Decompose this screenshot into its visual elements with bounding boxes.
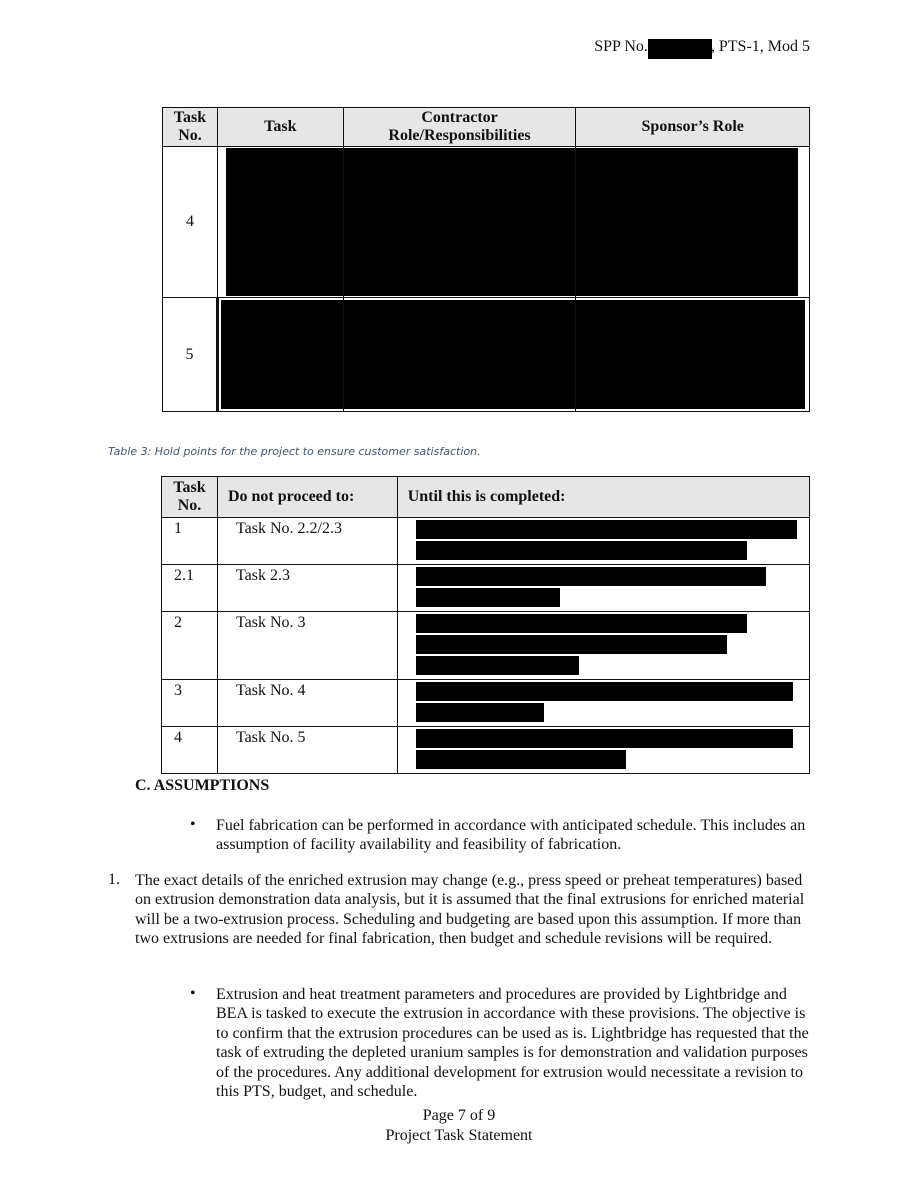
redacted-cell [343,298,576,412]
page-header [594,38,810,56]
until-completed-cell [397,565,809,612]
bullet-icon: • [190,816,196,833]
table-row [162,727,810,774]
until-completed-cell [397,680,809,727]
until-completed-cell [397,612,809,680]
assumption-numbered: The exact details of the enriched extrusion may change (e.g., press speed or preheat temperatures) based on extrusion demonstration data analysis, but it is assumed that the final extrusions for enriched material will be a two-extrusion process. Scheduling and budgeting are based upon this assumption. If more than two extrusions are needed for final fabrication, then budget and schedule revisions will be required. [135,872,805,948]
do-not-proceed-cell: Task 2.3 [217,565,397,612]
header-prefix: SPP No. [594,38,648,55]
redaction-block [416,588,560,607]
table-row [163,298,810,412]
table-row [162,518,810,565]
do-not-proceed-cell: Task No. 5 [217,727,397,774]
do-not-proceed-cell: Task No. 2.2/2.3 [217,518,397,565]
redaction-block [648,39,712,59]
assumption-bullet: Fuel fabrication can be performed in accordance with anticipated schedule. This includes an assumption of facility availability and feasibility of fabrication. [216,817,806,854]
table-caption: Table 3: Hold points for the project to ensure customer satisfaction. [108,445,481,458]
task-no-cell: 2 [162,612,218,680]
col-header-task-no: Task No. [162,477,218,518]
table-row [162,612,810,680]
redaction-block [576,300,805,409]
redacted-cell [576,147,810,298]
do-not-proceed-cell: Task No. 3 [217,612,397,680]
table-header-row [162,477,810,518]
redaction-block [416,703,544,722]
redacted-cell [217,298,343,412]
redaction-block [416,541,747,560]
task-no-cell: 2.1 [162,565,218,612]
table-row [162,680,810,727]
redacted-cell [576,298,810,412]
hold-points-table [161,476,810,774]
task-no-cell: 3 [162,680,218,727]
redaction-block [416,750,626,769]
col-header-until-completed: Until this is completed: [397,477,809,518]
col-header-do-not-proceed: Do not proceed to: [217,477,397,518]
redaction-block [416,682,794,701]
roles-table [162,107,810,412]
table-header-row [163,108,810,147]
task-no-cell: 1 [162,518,218,565]
header-suffix: , PTS-1, Mod 5 [710,38,810,55]
page-number: Page 7 of 9 [422,1107,496,1124]
table-row [162,565,810,612]
col-header-sponsor: Sponsor’s Role [576,108,810,147]
col-header-task-no: Task No. [163,108,218,147]
redaction-block [416,567,766,586]
redaction-block [416,614,747,633]
redaction-block [576,148,798,296]
redaction-block [416,520,797,539]
redaction-block [226,148,343,296]
task-no-cell: 5 [163,298,218,412]
col-header-task: Task [217,108,343,147]
redaction-block [221,300,343,409]
task-no-cell: 4 [163,147,218,298]
task-no-cell: 4 [162,727,218,774]
do-not-proceed-cell: Task No. 4 [217,680,397,727]
document-title: Project Task Statement [385,1127,533,1144]
redacted-cell [217,147,343,298]
redaction-block [344,148,576,296]
redaction-block [416,635,727,654]
redaction-block [416,729,794,748]
redaction-block [416,656,579,675]
bullet-icon: • [190,985,196,1002]
redaction-block [344,300,576,409]
assumption-bullet: Extrusion and heat treatment parameters and procedures are provided by Lightbridge and BEA is tasked to execute the extrusion in accordance with these provisions. The objective is to confirm that the extrusion procedures can be used as is. Lightbridge has requested that the task of extruding the depleted uranium samples is for demonstration and validation purposes of the procedures. Any additional development for extrusion would necessitate a revision to this PTS, budget, and schedule. [216,986,809,1101]
section-heading: C. ASSUMPTIONS [135,777,270,794]
list-number: 1. [108,871,120,888]
page-footer [0,1106,918,1146]
col-header-contractor: Contractor Role/Responsibilities [343,108,576,147]
until-completed-cell [397,518,809,565]
table-row [163,147,810,298]
until-completed-cell [397,727,809,774]
redacted-cell [343,147,576,298]
